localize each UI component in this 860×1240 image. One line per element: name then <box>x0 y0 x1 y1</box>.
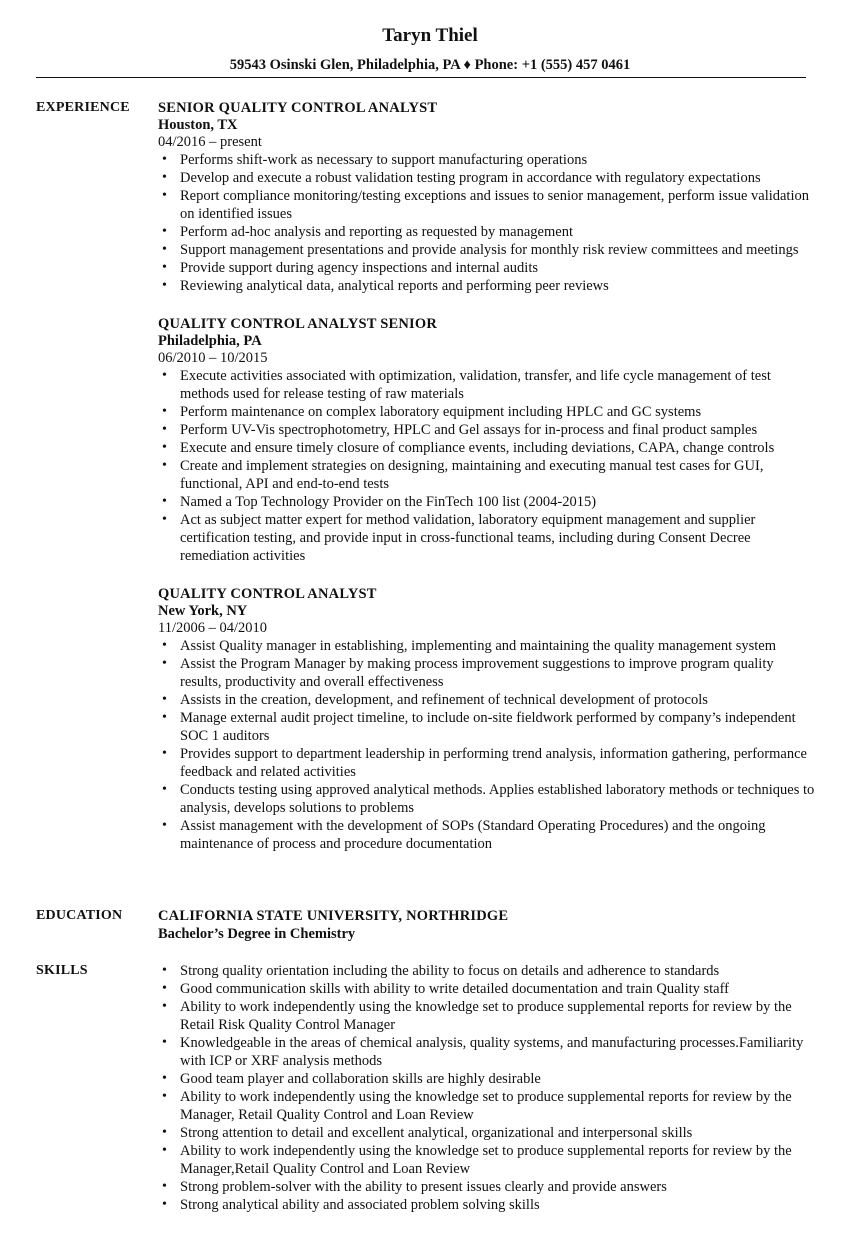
school-name: CALIFORNIA STATE UNIVERSITY, NORTHRIDGE <box>158 908 509 924</box>
experience-heading: EXPERIENCE <box>36 100 130 115</box>
skills-heading: SKILLS <box>36 963 88 978</box>
bullet-item: • Support management presentations and provide analysis for monthly risk review committees and meetings <box>158 241 818 259</box>
education-entry <box>158 907 818 943</box>
skills-body <box>158 962 818 1214</box>
degree-name: Bachelor’s Degree in Chemistry <box>158 926 356 942</box>
bullet-item: • Conducts testing using approved analytical methods. Applies established laboratory methods or techniques to analysis, develops solutions to problems <box>158 781 818 817</box>
bullet-item: • Execute and ensure timely closure of compliance events, including deviations, CAPA, change controls <box>158 439 818 457</box>
skill-item: • Knowledgeable in the areas of chemical analysis, quality systems, and manufacturing processes.Familiarity with ICP or XRF analysis methods <box>158 1034 818 1070</box>
skill-item: • Strong attention to detail and excellent analytical, organizational and interpersonal skills <box>158 1124 818 1142</box>
job-location: New York, NY <box>158 603 248 619</box>
bullet-item: • Assist management with the development of SOPs (Standard Operating Procedures) and the ongoing maintenance of process and procedure documentation <box>158 817 818 853</box>
bullet-item: • Create and implement strategies on designing, maintaining and executing manual test cases for GUI, functional, API and end-to-end tests <box>158 457 818 493</box>
bullet-item: • Performs shift-work as necessary to support manufacturing operations <box>158 151 818 169</box>
job-entry <box>158 315 818 565</box>
job-title: SENIOR QUALITY CONTROL ANALYST <box>158 100 438 116</box>
job-bullets <box>158 151 818 295</box>
bullet-item: • Provides support to department leadership in performing trend analysis, information gathering, performance feedback and related activities <box>158 745 818 781</box>
bullet-item: • Report compliance monitoring/testing exceptions and issues to senior management, perform issue validation on identified issues <box>158 187 818 223</box>
resume-header <box>0 24 860 74</box>
job-entry <box>158 99 818 295</box>
skill-item: • Strong quality orientation including the ability to focus on details and adherence to standards <box>158 962 818 980</box>
skill-item: • Strong problem-solver with the ability to present issues clearly and provide answers <box>158 1178 818 1196</box>
bullet-item: • Provide support during agency inspections and internal audits <box>158 259 818 277</box>
bullet-item: • Develop and execute a robust validation testing program in accordance with regulatory expectations <box>158 169 818 187</box>
candidate-name: Taryn Thiel <box>382 25 478 46</box>
job-title: QUALITY CONTROL ANALYST SENIOR <box>158 316 438 332</box>
bullet-item: • Assist Quality manager in establishing, implementing and maintaining the quality management system <box>158 637 818 655</box>
skill-item: • Ability to work independently using the knowledge set to produce supplemental reports for review by the Manager, Retail Quality Control and Loan Review <box>158 1088 818 1124</box>
skill-item: • Ability to work independently using the knowledge set to produce supplemental reports for review by the Retail Risk Quality Control Manager <box>158 998 818 1034</box>
bullet-item: • Execute activities associated with optimization, validation, transfer, and life cycle management of test methods used for release testing of raw materials <box>158 367 818 403</box>
bullet-item: • Act as subject matter expert for method validation, laboratory equipment management and supplier certification testing, and provide input in cross-functional teams, including during Consent Decree remediation activities <box>158 511 818 565</box>
job-location: Philadelphia, PA <box>158 333 262 349</box>
bullet-item: • Manage external audit project timeline, to include on-site fieldwork performed by company’s independent SOC 1 auditors <box>158 709 818 745</box>
job-dates: 11/2006 – 04/2010 <box>158 620 268 636</box>
job-bullets <box>158 637 818 853</box>
skill-item: • Good communication skills with ability to write detailed documentation and train Quality staff <box>158 980 818 998</box>
skills-list <box>158 962 818 1214</box>
contact-line: 59543 Osinski Glen, Philadelphia, PA ♦ Phone: +1 (555) 457 0461 <box>229 57 631 73</box>
skill-item: • Good team player and collaboration skills are highly desirable <box>158 1070 818 1088</box>
bullet-item: • Perform maintenance on complex laboratory equipment including HPLC and GC systems <box>158 403 818 421</box>
skill-item: • Strong analytical ability and associated problem solving skills <box>158 1196 818 1214</box>
bullet-item: • Assists in the creation, development, and refinement of technical development of protocols <box>158 691 818 709</box>
bullet-item: • Assist the Program Manager by making process improvement suggestions to improve program quality results, productivity and overall effectiveness <box>158 655 818 691</box>
bullet-item: • Perform ad-hoc analysis and reporting as requested by management <box>158 223 818 241</box>
experience-list <box>158 99 818 873</box>
bullet-item: • Named a Top Technology Provider on the FinTech 100 list (2004-2015) <box>158 493 818 511</box>
job-dates: 06/2010 – 10/2015 <box>158 350 268 366</box>
education-heading: EDUCATION <box>36 908 123 923</box>
job-location: Houston, TX <box>158 117 238 133</box>
job-bullets <box>158 367 818 565</box>
job-entry <box>158 585 818 853</box>
job-title: QUALITY CONTROL ANALYST <box>158 586 377 602</box>
skill-item: • Ability to work independently using the knowledge set to produce supplemental reports for review by the Manager,Retail Quality Control and Loan Review <box>158 1142 818 1178</box>
header-divider <box>36 77 806 78</box>
bullet-item: • Reviewing analytical data, analytical reports and performing peer reviews <box>158 277 818 295</box>
job-dates: 04/2016 – present <box>158 134 262 150</box>
bullet-item: • Perform UV-Vis spectrophotometry, HPLC and Gel assays for in-process and final product samples <box>158 421 818 439</box>
